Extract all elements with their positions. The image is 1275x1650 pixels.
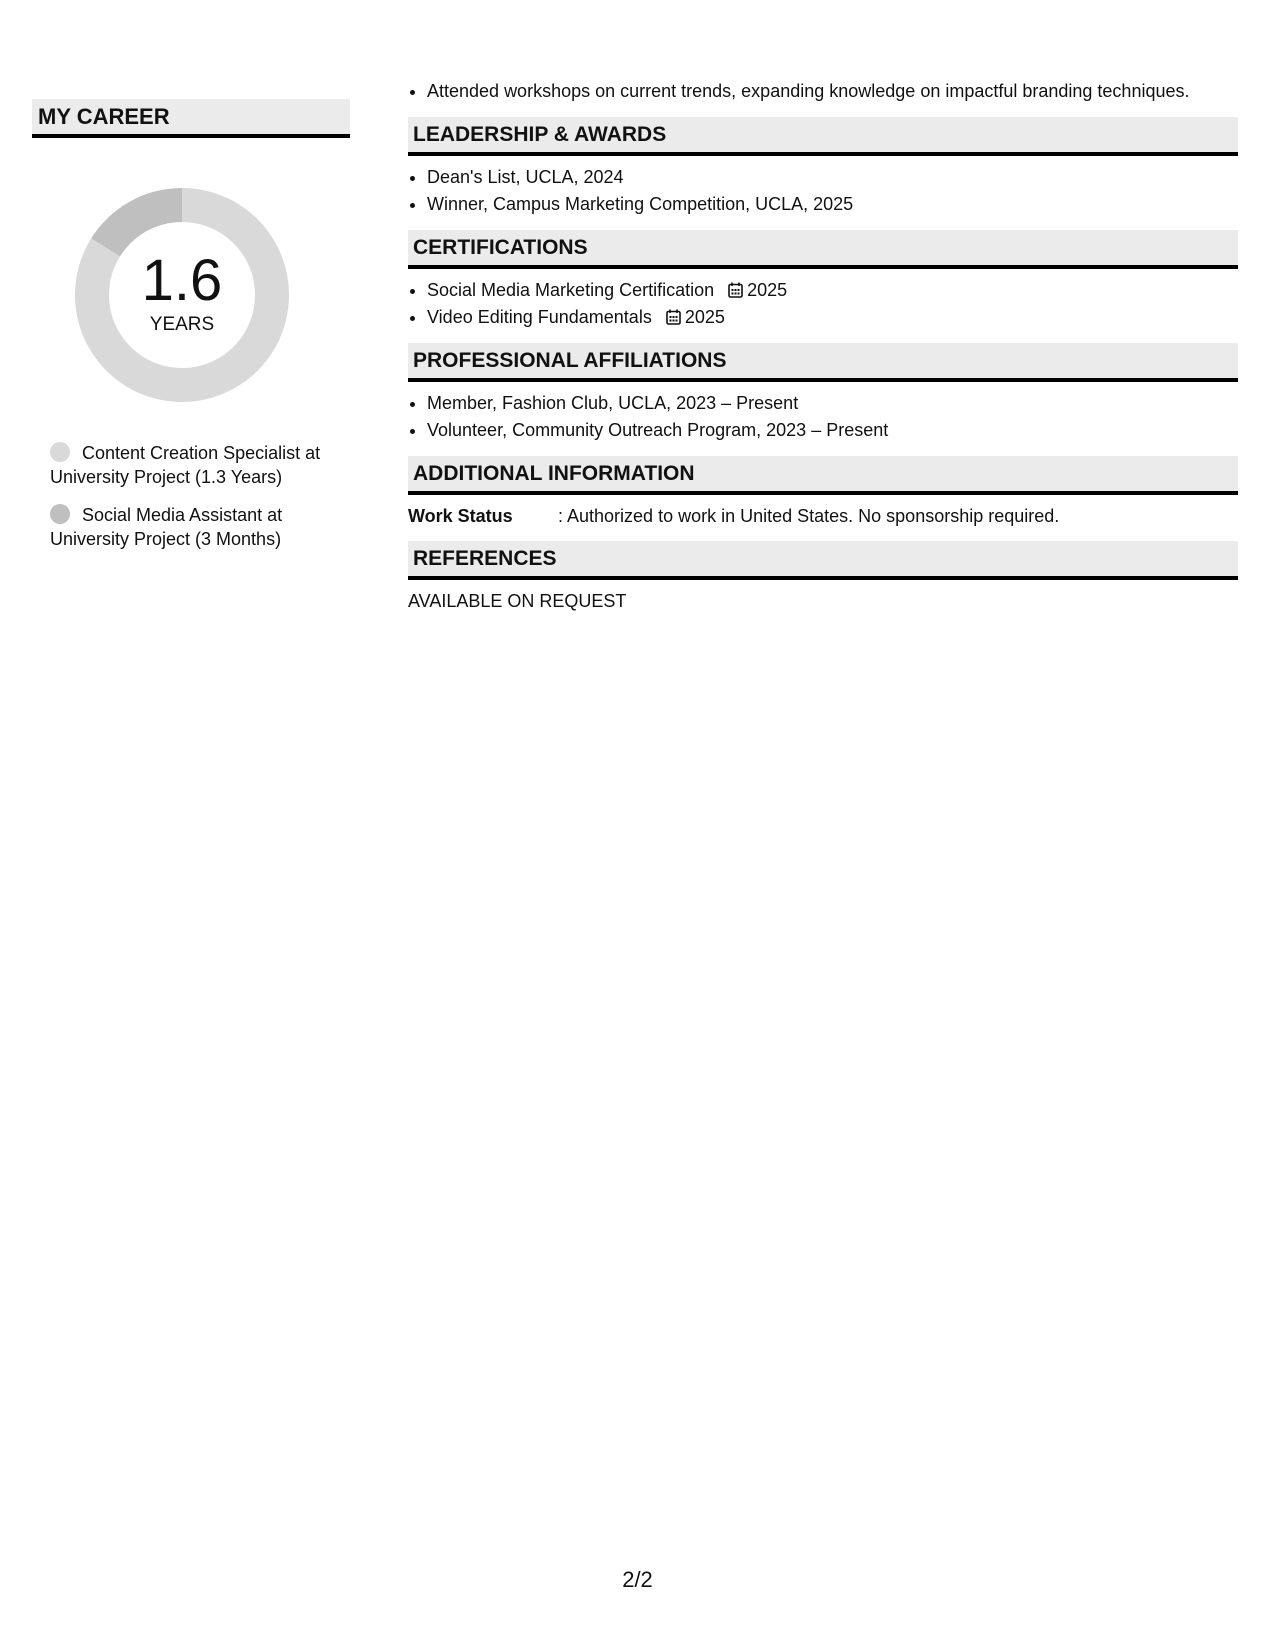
affiliations-heading: PROFESSIONAL AFFILIATIONS [408,343,1238,382]
work-status-row [408,503,1238,529]
work-status-value: : Authorized to work in United States. No sponsorship required. [558,506,1060,526]
experience-continuation-list [408,78,1238,105]
calendar-icon [666,309,681,325]
legend-label: Content Creation Specialist at University Project (1.3 Years) [50,443,321,487]
affiliations-list [408,390,1238,444]
certification-year: 2025 [747,280,788,300]
list-item [427,277,1238,304]
legend-label: Social Media Assistant at University Project (3 Months) [50,505,283,549]
career-donut-chart [66,179,298,411]
references-text: AVAILABLE ON REQUEST [408,591,627,611]
list-item: • Dean's List, UCLA, 2024 [427,164,1238,191]
additional-info-heading: ADDITIONAL INFORMATION [408,456,1238,495]
career-years-unit: YEARS [149,314,215,335]
certification-year: 2025 [684,307,725,327]
list-item [427,304,1238,331]
certification-name: Video Editing Fundamentals [427,307,652,327]
career-years-value: 1.6 [141,248,223,313]
career-legend [50,441,340,551]
certification-name: Social Media Marketing Certification [427,280,715,300]
legend-dot-icon [50,504,70,524]
legend-dot-icon [50,442,70,462]
list-item: • Volunteer, Community Outreach Program, 2023 – Present [427,417,1238,444]
references-heading: REFERENCES [408,541,1238,580]
resume-main-column [408,78,1238,614]
list-item: • Member, Fashion Club, UCLA, 2023 – Present [427,390,1238,417]
legend-item [50,441,340,489]
certifications-heading: CERTIFICATIONS [408,230,1238,269]
list-item: • Attended workshops on current trends, expanding knowledge on impactful branding techniques. [427,78,1238,105]
certifications-list [408,277,1238,331]
page-number: 2/2 [622,1567,653,1592]
work-status-label: Work Status [408,506,513,526]
list-item: • Winner, Campus Marketing Competition, UCLA, 2025 [427,191,1238,218]
my-career-heading: MY CAREER [32,99,350,138]
career-sidebar [32,99,350,565]
leadership-heading: LEADERSHIP & AWARDS [408,117,1238,156]
legend-item [50,503,340,551]
donut-center [66,179,298,411]
leadership-list [408,164,1238,218]
calendar-icon [728,282,743,298]
